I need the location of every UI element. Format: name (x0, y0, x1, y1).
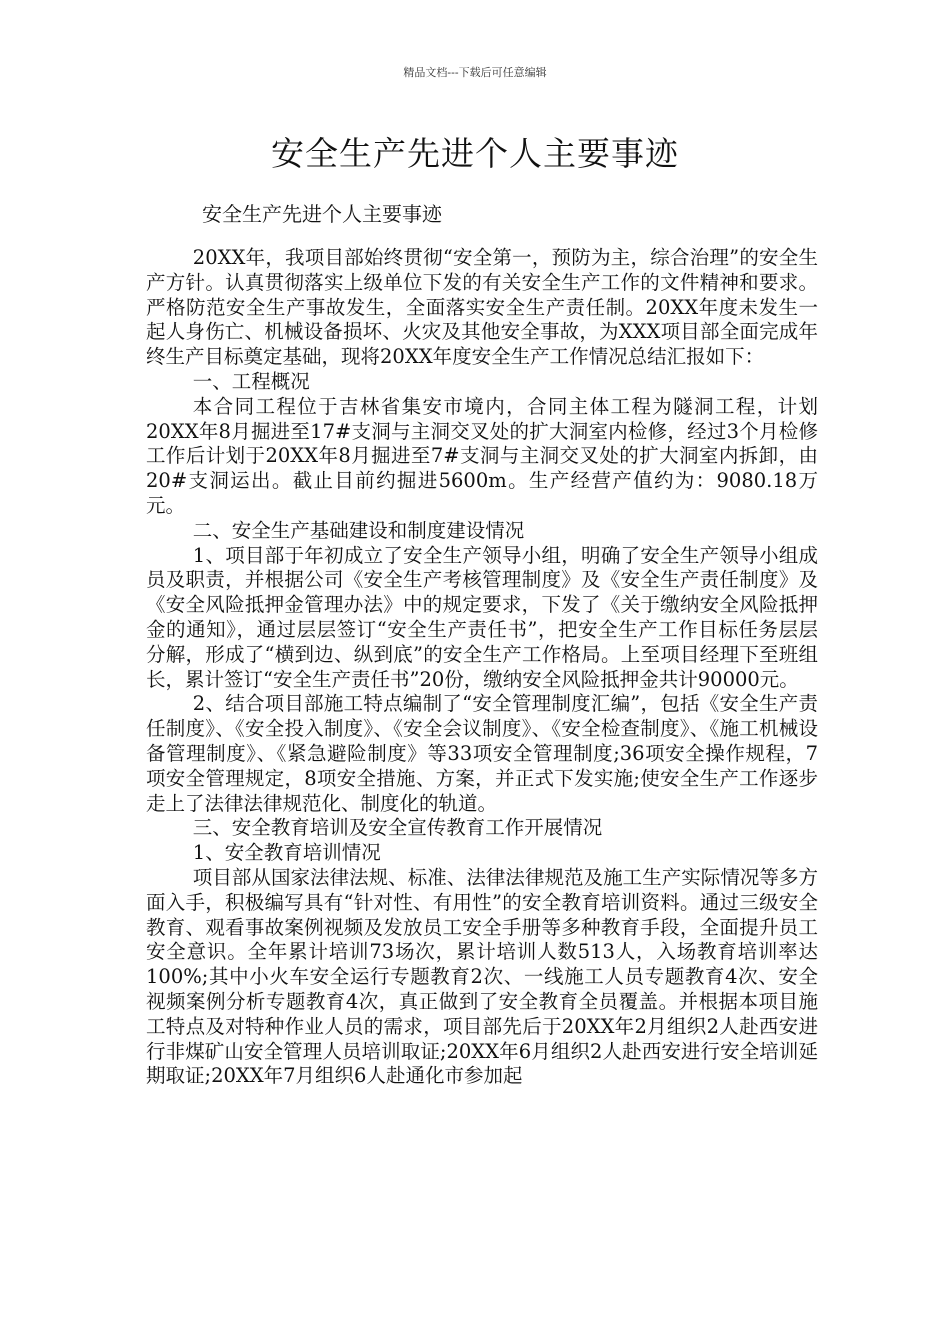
section-heading: 一、工程概况 (192, 369, 310, 393)
page-header: 精品文档---下载后可任意编辑 (403, 66, 547, 79)
subsection-heading: 1、安全教育培训情况 (192, 841, 381, 865)
paragraph: 20XX年，我项目部始终贯彻“安全第一，预防为主，综合治理”的安全生产方针。认真贯彻落实上级单位下发的有关安全生产工作的文件精神和要求。严格防范安全生产事故发生，全面落实安全生产责任制。20XX年度未发生一起人身伤亡、机械设备损坏、火灾及其他安全事故，为XXX项目部全面完成年终生产目标奠定基础，现将20XX年度安全生产工作情况总结汇报如下： (146, 246, 818, 369)
document-subtitle: 安全生产先进个人主要事迹 (202, 202, 442, 226)
paragraph: 2、结合项目部施工特点编制了“安全管理制度汇编”，包括《安全生产责任制度》、《安全投入制度》、《安全会议制度》、《安全检查制度》、《施工机械设备管理制度》、《紧急避险制度》等33项安全管理制度;36项安全操作规程，7项安全管理规定，8项安全措施、方案，并正式下发实施;使安全生产工作逐步走上了法律法律规范化、制度化的轨道。 (146, 692, 818, 815)
document-title: 安全生产先进个人主要事迹 (271, 134, 679, 173)
paragraph: 1、项目部于年初成立了安全生产领导小组，明确了安全生产领导小组成员及职责，并根据公司《安全生产考核管理制度》及《安全生产责任制度》及《安全风险抵押金管理办法》中的规定要求，下发了《关于缴纳安全风险抵押金的通知》，通过层层签订“安全生产责任书”，把安全生产工作目标任务层层分解，形成了“横到边、纵到底”的安全生产工作格局。上至项目经理下至班组长，累计签订“安全生产责任书”20份，缴纳安全风险抵押金共计90000元。 (146, 543, 818, 691)
section-heading: 三、安全教育培训及安全宣传教育工作开展情况 (192, 816, 603, 840)
document-body (146, 246, 818, 1089)
section-heading: 二、安全生产基础建设和制度建设情况 (192, 518, 525, 542)
paragraph: 本合同工程位于吉林省集安市境内，合同主体工程为隧洞工程，计划20XX年8月掘进至17#支洞与主洞交叉处的扩大洞室内检修，经过3个月检修工作后计划于20XX年8月掘进至7#支洞与主洞交叉处的扩大洞室内拆卸，由20#支洞运出。截止目前约掘进5600m。生产经营产值约为：9080.18万元。 (146, 394, 818, 517)
paragraph: 项目部从国家法律法规、标准、法律法律规范及施工生产实际情况等多方面入手，积极编写具有“针对性、有用性”的安全教育培训资料。通过三级安全教育、观看事故案例视频及发放员工安全手册等多种教育手段，全面提升员工安全意识。全年累计培训73场次，累计培训人数513人，入场教育培训率达100%;其中小火车安全运行专题教育2次、一线施工人员专题教育4次、安全视频案例分析专题教育4次，真正做到了安全教育全员覆盖。并根据本项目施工特点及对特种作业人员的需求，项目部先后于20XX年2月组织2人赴西安进行非煤矿山安全管理人员培训取证;20XX年6月组织2人赴西安进行安全培训延期取证;20XX年7月组织6人赴通化市参加起 (146, 865, 818, 1088)
